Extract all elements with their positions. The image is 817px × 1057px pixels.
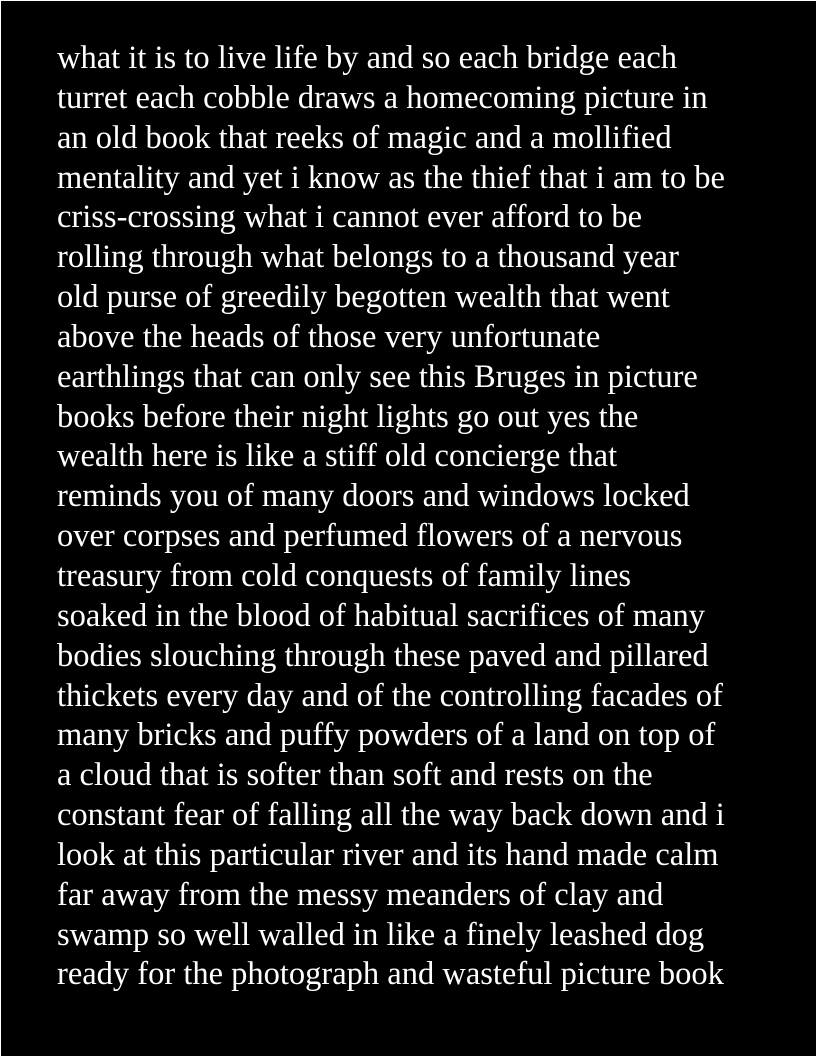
text-line: wealth here is like a stiff old concierge that bbox=[57, 438, 618, 475]
text-line: thickets every day and of the controlling facades of bbox=[57, 677, 723, 714]
text-line: far away from the messy meanders of clay and bbox=[57, 876, 664, 913]
text-line: constant fear of falling all the way back down and i bbox=[57, 797, 725, 834]
text-line: many bricks and puffy powders of a land on top of bbox=[57, 717, 716, 754]
text-line: above the heads of those very unfortunate bbox=[57, 318, 601, 355]
text-line: ready for the photograph and wasteful picture book bbox=[57, 956, 724, 993]
text-line: a cloud that is softer than soft and rests on the bbox=[57, 757, 653, 794]
text-line: treasury from cold conquests of family lines bbox=[57, 557, 632, 594]
text-line: soaked in the blood of habitual sacrifices of many bbox=[57, 597, 706, 634]
text-line: earthlings that can only see this Bruges in picture bbox=[57, 358, 698, 395]
text-line: books before their night lights go out yes the bbox=[57, 398, 639, 435]
text-line: rolling through what belongs to a thousand year bbox=[57, 239, 679, 276]
text-line: turret each cobble draws a homecoming picture in bbox=[57, 79, 708, 116]
text-line: bodies slouching through these paved and pillared bbox=[57, 637, 709, 674]
text-line: criss-crossing what i cannot ever afford to be bbox=[57, 199, 643, 236]
text-line: what it is to live life by and so each bridge each bbox=[57, 40, 678, 76]
text-line: an old book that reeks of magic and a mollified bbox=[57, 119, 672, 156]
text-line: over corpses and perfumed flowers of a nervous bbox=[57, 518, 683, 555]
text-line: look at this particular river and its hand made calm bbox=[57, 836, 719, 873]
text-line: old purse of greedily begotten wealth that went bbox=[57, 279, 670, 316]
document-page bbox=[1, 1, 816, 1056]
text-line: swamp so well walled in like a finely leashed dog bbox=[57, 916, 705, 953]
text-line: reminds you of many doors and windows locked bbox=[57, 478, 690, 515]
poem-text-block bbox=[57, 39, 797, 995]
text-line: mentality and yet i know as the thief that i am to be bbox=[57, 159, 725, 196]
